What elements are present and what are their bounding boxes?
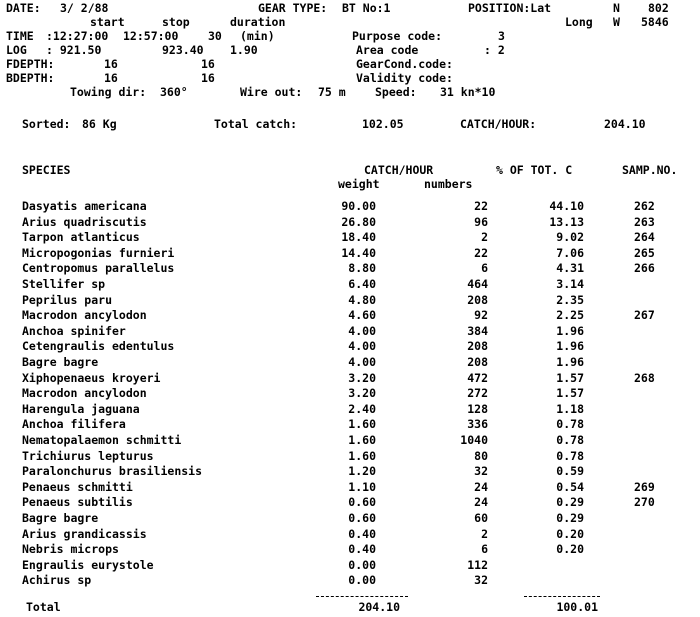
species-name: Nebris microps <box>22 542 119 556</box>
pct-of-total: 3.14 <box>556 277 584 291</box>
speed-value: 31 kn*10 <box>440 85 496 99</box>
catch-weight: 0.00 <box>348 573 376 587</box>
catch-numbers: 208 <box>467 355 488 369</box>
catch-numbers: 1040 <box>460 433 488 447</box>
lat-hemisphere: N <box>613 1 620 15</box>
time-start: :12:27:00 <box>46 29 109 43</box>
total-label: Total <box>26 600 61 614</box>
date-label: DATE: <box>6 1 41 15</box>
catch-numbers: 384 <box>467 324 488 338</box>
catch-weight: 4.60 <box>348 308 376 322</box>
sample-number: 267 <box>634 308 655 322</box>
wire-out-label: Wire out: <box>240 85 303 99</box>
species-name: Macrodon ancylodon <box>22 308 147 322</box>
sample-number: 265 <box>634 246 655 260</box>
sorted-value: 86 Kg <box>82 117 117 131</box>
towing-dir-label: Towing dir: <box>70 85 147 99</box>
catch-numbers: 24 <box>474 495 488 509</box>
bdepth-label: BDEPTH: <box>6 71 55 85</box>
catch-weight: 8.80 <box>348 261 376 275</box>
pct-of-total: 1.18 <box>556 402 584 416</box>
species-name: Penaeus subtilis <box>22 495 133 509</box>
speed-label: Speed: <box>375 85 417 99</box>
species-name: Macrodon ancylodon <box>22 386 147 400</box>
catch-numbers: 112 <box>467 558 488 572</box>
species-name: Peprilus paru <box>22 293 113 307</box>
species-name: Trichiurus lepturus <box>22 449 154 463</box>
pct-of-total: 2.35 <box>556 293 584 307</box>
catch-weight: 0.40 <box>348 527 376 541</box>
catch-hour-label: CATCH/HOUR: <box>460 117 537 131</box>
catch-weight: 14.40 <box>341 246 376 260</box>
gear-type-label: GEAR TYPE: <box>258 1 328 15</box>
catch-weight: 3.20 <box>348 386 376 400</box>
pct-of-total: 0.29 <box>556 495 584 509</box>
catch-weight: 4.80 <box>348 293 376 307</box>
pct-of-total: 0.78 <box>556 433 584 447</box>
catch-numbers: 472 <box>467 371 488 385</box>
time-duration: 30 <box>208 29 222 43</box>
catch-numbers: 6 <box>481 261 488 275</box>
species-name: Penaeus schmitti <box>22 480 133 494</box>
position-label: POSITION:Lat <box>468 1 552 15</box>
catch-weight: 0.60 <box>348 511 376 525</box>
catch-numbers: 32 <box>474 464 488 478</box>
total-catch-value: 102.05 <box>362 117 404 131</box>
species-name: Arius grandicassis <box>22 527 147 541</box>
species-name: Stellifer sp <box>22 277 106 291</box>
catch-weight: 4.00 <box>348 355 376 369</box>
pct-of-total: 1.96 <box>556 339 584 353</box>
species-name: Micropogonias furnieri <box>22 246 175 260</box>
catch-weight: 90.00 <box>341 199 376 213</box>
log-label: LOG <box>6 43 27 57</box>
species-name: Arius quadriscutis <box>22 215 147 229</box>
species-name: Dasyatis americana <box>22 199 147 213</box>
species-header: SPECIES <box>22 163 71 177</box>
species-name: Anchoa filifera <box>22 417 126 431</box>
catch-weight: 0.60 <box>348 495 376 509</box>
catch-weight: 1.10 <box>348 480 376 494</box>
catch-numbers: 60 <box>474 511 488 525</box>
gearcond-code-label: GearCond.code: <box>356 57 453 71</box>
bdepth-start: 16 <box>104 71 118 85</box>
area-code-value: : 2 <box>484 43 505 57</box>
time-unit: (min) <box>240 29 275 43</box>
log-start: : 921.50 <box>46 43 102 57</box>
species-name: Engraulis eurystole <box>22 558 154 572</box>
validity-code-label: Validity code: <box>356 71 453 85</box>
col-start-header: start <box>90 15 125 29</box>
catch-weight: 0.00 <box>348 558 376 572</box>
total-pct-rule <box>524 596 600 597</box>
pct-of-total: 7.06 <box>556 246 584 260</box>
time-label: TIME <box>6 29 34 43</box>
species-name: Paralonchurus brasiliensis <box>22 464 203 478</box>
pct-of-total: 0.78 <box>556 449 584 463</box>
catch-numbers: 96 <box>474 215 488 229</box>
total-weight-rule <box>316 596 408 597</box>
catch-weight: 1.60 <box>348 433 376 447</box>
catch-weight: 6.40 <box>348 277 376 291</box>
fdepth-label: FDEPTH: <box>6 57 55 71</box>
pct-of-total: 0.59 <box>556 464 584 478</box>
species-name: Nematopalaemon schmitti <box>22 433 182 447</box>
catch-weight: 3.20 <box>348 371 376 385</box>
pct-of-total: 13.13 <box>549 215 584 229</box>
catch-numbers: 272 <box>467 386 488 400</box>
pct-of-total: 1.96 <box>556 324 584 338</box>
numbers-header: numbers <box>424 177 473 191</box>
sample-number: 269 <box>634 480 655 494</box>
catch-hour-header: CATCH/HOUR <box>364 163 434 177</box>
catch-hour-value: 204.10 <box>604 117 646 131</box>
catch-numbers: 208 <box>467 339 488 353</box>
catch-weight: 1.20 <box>348 464 376 478</box>
fdepth-stop: 16 <box>201 57 215 71</box>
wire-out-value: 75 m <box>318 85 346 99</box>
long-label: Long <box>565 15 593 29</box>
catch-numbers: 24 <box>474 480 488 494</box>
pct-of-total: 0.54 <box>556 480 584 494</box>
pct-of-total: 4.31 <box>556 261 584 275</box>
log-duration: 1.90 <box>230 43 258 57</box>
catch-numbers: 32 <box>474 573 488 587</box>
species-name: Tarpon atlanticus <box>22 230 140 244</box>
gear-type-value: BT No:1 <box>342 1 391 15</box>
catch-numbers: 92 <box>474 308 488 322</box>
total-catch-label: Total catch: <box>214 117 298 131</box>
species-name: Bagre bagre <box>22 355 99 369</box>
log-stop: 923.40 <box>162 43 204 57</box>
pct-of-total: 0.29 <box>556 511 584 525</box>
species-name: Centropomus parallelus <box>22 261 175 275</box>
catch-weight: 1.60 <box>348 417 376 431</box>
sorted-label: Sorted: <box>22 117 71 131</box>
catch-numbers: 22 <box>474 199 488 213</box>
towing-dir-value: 360° <box>160 85 188 99</box>
catch-weight: 4.00 <box>348 324 376 338</box>
sample-number: 262 <box>634 199 655 213</box>
species-name: Harengula jaguana <box>22 402 140 416</box>
pct-of-total: 9.02 <box>556 230 584 244</box>
sample-number: 264 <box>634 230 655 244</box>
sample-number: 270 <box>634 495 655 509</box>
long-hemisphere: W <box>613 15 620 29</box>
catch-numbers: 2 <box>481 230 488 244</box>
catch-weight: 18.40 <box>341 230 376 244</box>
pct-of-total: 1.57 <box>556 371 584 385</box>
sample-number: 268 <box>634 371 655 385</box>
catch-numbers: 336 <box>467 417 488 431</box>
pct-of-total: 0.20 <box>556 527 584 541</box>
catch-numbers: 464 <box>467 277 488 291</box>
total-weight: 204.10 <box>358 600 400 614</box>
pct-of-total-header: % OF TOT. C <box>496 163 573 177</box>
catch-numbers: 6 <box>481 542 488 556</box>
catch-numbers: 208 <box>467 293 488 307</box>
pct-of-total: 0.20 <box>556 542 584 556</box>
long-value: 5846 <box>641 15 669 29</box>
catch-weight: 26.80 <box>341 215 376 229</box>
pct-of-total: 0.78 <box>556 417 584 431</box>
time-stop: 12:57:00 <box>123 29 179 43</box>
catch-numbers: 2 <box>481 527 488 541</box>
pct-of-total: 1.57 <box>556 386 584 400</box>
sample-number: 263 <box>634 215 655 229</box>
catch-numbers: 128 <box>467 402 488 416</box>
catch-numbers: 22 <box>474 246 488 260</box>
col-duration-header: duration <box>230 15 286 29</box>
total-pct: 100.01 <box>556 600 598 614</box>
species-name: Achirus sp <box>22 573 92 587</box>
lat-value: 802 <box>648 1 669 15</box>
sample-number: 266 <box>634 261 655 275</box>
fdepth-start: 16 <box>104 57 118 71</box>
weight-header: weight <box>338 177 380 191</box>
species-name: Bagre bagre <box>22 511 99 525</box>
pct-of-total: 2.25 <box>556 308 584 322</box>
pct-of-total: 44.10 <box>549 199 584 213</box>
catch-weight: 4.00 <box>348 339 376 353</box>
species-name: Anchoa spinifer <box>22 324 126 338</box>
purpose-code-label: Purpose code: <box>352 29 443 43</box>
col-stop-header: stop <box>162 15 190 29</box>
catch-weight: 0.40 <box>348 542 376 556</box>
samp-no-header: SAMP.NO. <box>622 163 678 177</box>
date-value: 3/ 2/88 <box>60 1 109 15</box>
catch-numbers: 80 <box>474 449 488 463</box>
catch-weight: 2.40 <box>348 402 376 416</box>
species-name: Cetengraulis edentulus <box>22 339 175 353</box>
catch-weight: 1.60 <box>348 449 376 463</box>
pct-of-total: 1.96 <box>556 355 584 369</box>
species-name: Xiphopenaeus kroyeri <box>22 371 161 385</box>
purpose-code-value: 3 <box>498 29 505 43</box>
bdepth-stop: 16 <box>201 71 215 85</box>
area-code-label: Area code <box>356 43 419 57</box>
